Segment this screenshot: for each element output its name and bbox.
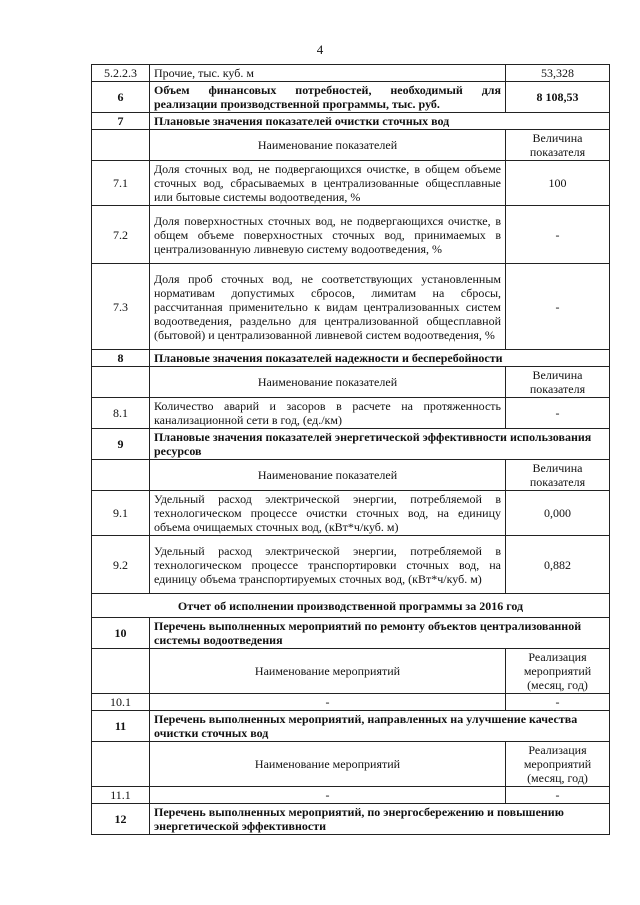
column-header-name: Наименование показателей (150, 460, 506, 491)
section-number: 12 (92, 804, 150, 835)
table-row (92, 65, 610, 82)
table-row (92, 804, 610, 835)
indicator-value: 100 (506, 161, 610, 206)
indicator-value: - (506, 264, 610, 350)
column-header-name: Наименование показателей (150, 130, 506, 161)
table-row (92, 350, 610, 367)
row-number: 11.1 (92, 787, 150, 804)
indicator-value: - (506, 694, 610, 711)
table-row (92, 130, 610, 161)
production-program-table (91, 64, 610, 835)
indicator-name: Количество аварий и засоров в расчете на протяженность канализационной сети в год, (ед./км) (150, 398, 506, 429)
table-row (92, 787, 610, 804)
indicator-name: Прочие, тыс. куб. м (150, 65, 506, 82)
row-number: 9.2 (92, 536, 150, 594)
row-number: 7.3 (92, 264, 150, 350)
indicator-name: Объем финансовых потребностей, необходимый для реализации производственной программы, тыс. руб. (150, 82, 506, 113)
table-row (92, 206, 610, 264)
column-header-name: Наименование мероприятий (150, 742, 506, 787)
column-header-value: Величина показателя (506, 130, 610, 161)
indicator-name: Доля проб сточных вод, не соответствующих установленным нормативам допустимых сбросов, лимитам на сбросы, рассчитанная применительно к видам централизованных систем водоотведения, раздельно для централизованной общесплавной (бытовой) и централизованной ливневой систем водоотведения, % (150, 264, 506, 350)
table-row (92, 536, 610, 594)
row-number: 9.1 (92, 491, 150, 536)
table-row (92, 367, 610, 398)
table-row (92, 649, 610, 694)
table-row (92, 429, 610, 460)
report-title: Отчет об исполнении производственной программы за 2016 год (92, 594, 610, 618)
indicator-value: 0,882 (506, 536, 610, 594)
section-title: Перечень выполненных мероприятий по ремонту объектов централизованной системы водоотведения (150, 618, 610, 649)
column-header-value: Реализация мероприятий (месяц, год) (506, 649, 610, 694)
header-empty-cell (92, 367, 150, 398)
table-row (92, 460, 610, 491)
indicator-value: - (506, 206, 610, 264)
section-number: 10 (92, 618, 150, 649)
row-number: 5.2.2.3 (92, 65, 150, 82)
table-row (92, 161, 610, 206)
indicator-value: 0,000 (506, 491, 610, 536)
header-empty-cell (92, 742, 150, 787)
section-number: 7 (92, 113, 150, 130)
table-row (92, 742, 610, 787)
header-empty-cell (92, 649, 150, 694)
indicator-name: Доля поверхностных сточных вод, не подвергающихся очистке, в общем объеме поверхностных сточных вод, принимаемых в централизованную ливневую систему водоотведения, % (150, 206, 506, 264)
section-title: Перечень выполненных мероприятий, направленных на улучшение качества очистки сточных вод (150, 711, 610, 742)
table-row (92, 491, 610, 536)
header-empty-cell (92, 130, 150, 161)
row-number: 6 (92, 82, 150, 113)
indicator-value: - (506, 398, 610, 429)
row-number: 7.2 (92, 206, 150, 264)
section-number: 11 (92, 711, 150, 742)
section-title: Плановые значения показателей надежности и бесперебойности (150, 350, 610, 367)
table-row (92, 711, 610, 742)
indicator-name: Доля сточных вод, не подвергающихся очистке, в общем объеме сточных вод, сбрасываемых в централизованные общесплавные или бытовые системы водоотведения, % (150, 161, 506, 206)
indicator-name: Удельный расход электрической энергии, потребляемой в технологическом процессе транспортировки сточных вод, на единицу объема транспортируемых сточных вод, (кВт*ч/куб. м) (150, 536, 506, 594)
column-header-value: Величина показателя (506, 460, 610, 491)
indicator-name: - (150, 694, 506, 711)
table-row (92, 618, 610, 649)
indicator-name: Удельный расход электрической энергии, потребляемой в технологическом процессе очистки сточных вод, на единицу объема очищаемых сточных вод, (кВт*ч/куб. м) (150, 491, 506, 536)
section-number: 9 (92, 429, 150, 460)
table-row (92, 113, 610, 130)
row-number: 10.1 (92, 694, 150, 711)
indicator-name: - (150, 787, 506, 804)
row-number: 8.1 (92, 398, 150, 429)
column-header-value: Величина показателя (506, 367, 610, 398)
page-number: 4 (316, 42, 324, 57)
header-empty-cell (92, 460, 150, 491)
indicator-value: 8 108,53 (506, 82, 610, 113)
section-title: Перечень выполненных мероприятий, по энергосбережению и повышению энергетической эффективности (150, 804, 610, 835)
table-row (92, 594, 610, 618)
column-header-name: Наименование мероприятий (150, 649, 506, 694)
column-header-value: Реализация мероприятий (месяц, год) (506, 742, 610, 787)
section-number: 8 (92, 350, 150, 367)
column-header-name: Наименование показателей (150, 367, 506, 398)
table-row (92, 82, 610, 113)
table-row (92, 264, 610, 350)
section-title: Плановые значения показателей очистки сточных вод (150, 113, 610, 130)
indicator-value: 53,328 (506, 65, 610, 82)
table-row (92, 398, 610, 429)
row-number: 7.1 (92, 161, 150, 206)
indicator-value: - (506, 787, 610, 804)
table-row (92, 694, 610, 711)
section-title: Плановые значения показателей энергетической эффективности использования ресурсов (150, 429, 610, 460)
